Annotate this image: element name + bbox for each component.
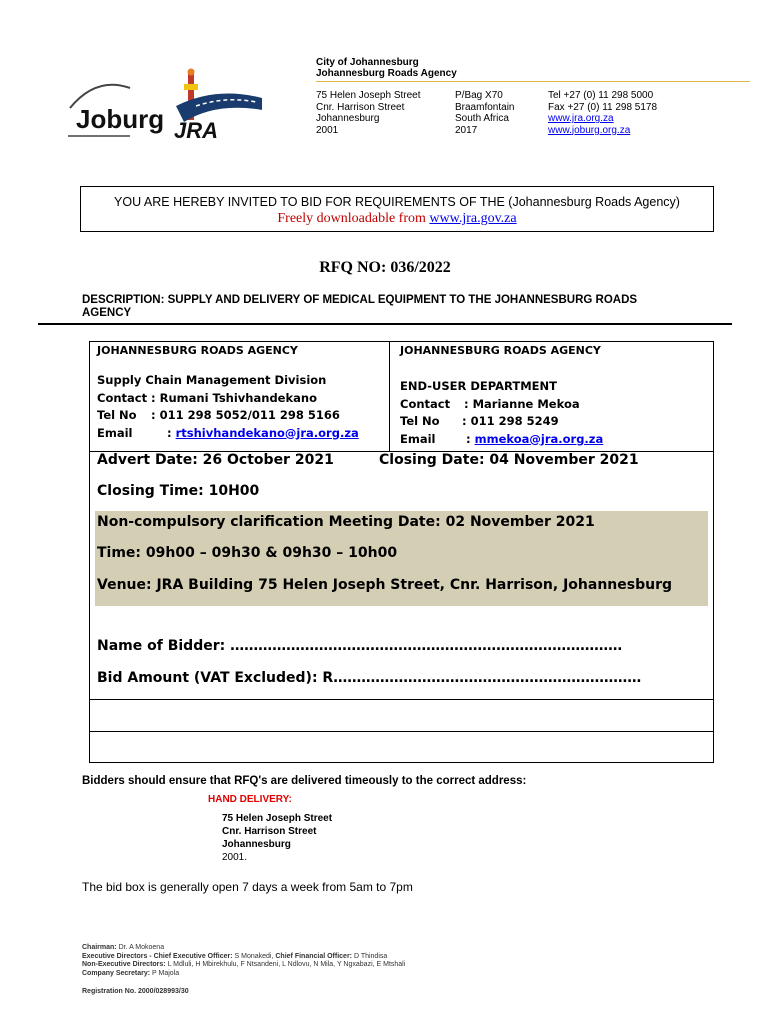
joburg-website-link[interactable]: www.joburg.org.za bbox=[548, 124, 631, 136]
cfo-label: Chief Financial Officer: bbox=[275, 952, 352, 960]
download-link[interactable]: www.jra.gov.za bbox=[429, 211, 517, 226]
scm-contact bbox=[97, 372, 359, 442]
column-divider bbox=[389, 341, 390, 451]
chairman-label: Chairman: bbox=[82, 944, 117, 951]
address-line: Johannesburg bbox=[222, 839, 291, 850]
contact-label: Contact bbox=[97, 390, 148, 405]
enduser-email-link[interactable]: mmekoa@jra.org.za bbox=[474, 431, 604, 446]
address-line: Johannesburg bbox=[316, 113, 380, 125]
jra-logo-text: JRA bbox=[174, 118, 219, 142]
header-title bbox=[316, 57, 457, 79]
tel-label: Tel No bbox=[400, 414, 440, 428]
closing-date: Closing Date: 04 November 2021 bbox=[379, 452, 639, 468]
joburg-jra-logo bbox=[66, 66, 266, 142]
scm-email-link[interactable]: rtshivhandekano@jra.org.za bbox=[175, 425, 359, 440]
nonexec-names: L Mdluli, H Mbirekhulu, F Ntsandeni, L Ndlovu, N Mila, Y Ngxabazi, E Mtshali bbox=[165, 961, 406, 968]
chairman-name: Dr. A Mokoena bbox=[116, 944, 165, 951]
address-line: 75 Helen Joseph Street bbox=[222, 813, 333, 824]
email-label: Email bbox=[97, 425, 133, 440]
contact-details bbox=[548, 90, 657, 136]
rfq-number: RFQ NO: 036/2022 bbox=[319, 259, 451, 276]
delivery-address bbox=[222, 812, 332, 864]
meeting-venue: Venue: JRA Building 75 Helen Joseph Street, Cnr. Harrison, Johannesburg bbox=[97, 577, 672, 593]
advert-date: Advert Date: 26 October 2021 bbox=[97, 452, 334, 468]
address-line: Cnr. Harrison Street bbox=[316, 101, 405, 113]
address-line: Cnr. Harrison Street bbox=[222, 826, 317, 837]
enduser-contact bbox=[400, 378, 603, 448]
contact-value: : Marianne Mekoa bbox=[464, 396, 580, 411]
agency-name: Johannesburg Roads Agency bbox=[316, 68, 457, 79]
jra-website-link[interactable]: www.jra.org.za bbox=[548, 113, 614, 125]
address-line: 2017 bbox=[455, 124, 478, 136]
address-line: South Africa bbox=[455, 113, 509, 125]
address-line: 75 Helen Joseph Street bbox=[316, 90, 421, 101]
description: DESCRIPTION: SUPPLY AND DELIVERY OF MEDICAL EQUIPMENT TO THE JOHANNESBURG ROADS AGENCY bbox=[82, 294, 638, 319]
contact-label: Contact bbox=[400, 396, 451, 411]
postal-address bbox=[455, 90, 514, 136]
row-divider bbox=[89, 731, 714, 732]
section-divider bbox=[38, 323, 732, 325]
meeting-date: Non-compulsory clarification Meeting Date: 02 November 2021 bbox=[97, 514, 595, 530]
nonexec-label: Non-Executive Directors: bbox=[82, 961, 166, 968]
row-divider bbox=[89, 699, 714, 700]
download-prefix: Freely downloadable from bbox=[277, 211, 430, 226]
secretary-label: Company Secretary: bbox=[82, 969, 151, 977]
address-line: Braamfontain bbox=[455, 101, 515, 113]
registration-number: Registration No. 2000/028993/30 bbox=[82, 988, 189, 995]
address-line: 2001 bbox=[316, 124, 339, 136]
invite-box bbox=[80, 186, 714, 232]
hand-delivery-label: HAND DELIVERY: bbox=[208, 794, 292, 805]
secretary-name: P Majola bbox=[150, 969, 180, 977]
bid-amount-field[interactable]: Bid Amount (VAT Excluded): R………………………………………………………… bbox=[97, 670, 642, 686]
closing-time: Closing Time: 10H00 bbox=[97, 483, 260, 499]
tel-value: : 011 298 5249 bbox=[462, 414, 559, 428]
enduser-department: END-USER DEPARTMENT bbox=[400, 379, 557, 393]
street-address bbox=[316, 90, 421, 136]
download-line bbox=[81, 211, 713, 227]
left-agency-heading: JOHANNESBURG ROADS AGENCY bbox=[97, 344, 298, 357]
meeting-time: Time: 09h00 – 09h30 & 09h30 – 10h00 bbox=[97, 545, 398, 561]
bid-box-hours: The bid box is generally open 7 days a week from 5am to 7pm bbox=[82, 880, 413, 894]
address-line: 2001. bbox=[222, 852, 248, 863]
address-line: P/Bag X70 bbox=[455, 90, 503, 101]
cfo-name: D Thindisa bbox=[352, 952, 388, 960]
right-agency-heading: JOHANNESBURG ROADS AGENCY bbox=[400, 344, 601, 357]
invite-text: YOU ARE HEREBY INVITED TO BID FOR REQUIREMENTS OF THE (Johannesburg Roads Agency) bbox=[114, 195, 680, 209]
email-prefix: : bbox=[167, 425, 176, 440]
footer bbox=[82, 944, 405, 978]
exec-label: Executive Directors - Chief Executive Officer: bbox=[82, 952, 233, 960]
tel-label: Tel No bbox=[97, 408, 137, 422]
exec-name: S Monakedi, bbox=[232, 952, 276, 960]
email-prefix: : bbox=[466, 431, 475, 446]
tel-number: Tel +27 (0) 11 298 5000 bbox=[548, 90, 654, 101]
fax-number: Fax +27 (0) 11 298 5178 bbox=[548, 101, 658, 113]
email-label: Email bbox=[400, 431, 436, 446]
header-divider bbox=[316, 81, 750, 82]
scm-division: Supply Chain Management Division bbox=[97, 373, 327, 387]
tel-value: : 011 298 5052/011 298 5166 bbox=[151, 408, 340, 422]
contact-value: : Rumani Tshivhandekano bbox=[151, 390, 317, 405]
delivery-note: Bidders should ensure that RFQ's are delivered timeously to the correct address: bbox=[82, 775, 527, 787]
joburg-logo-text: Joburg bbox=[76, 104, 165, 134]
bidder-name-field[interactable]: Name of Bidder: ………………………………………………………………………… bbox=[97, 638, 623, 654]
org-name: City of Johannesburg bbox=[316, 57, 419, 68]
